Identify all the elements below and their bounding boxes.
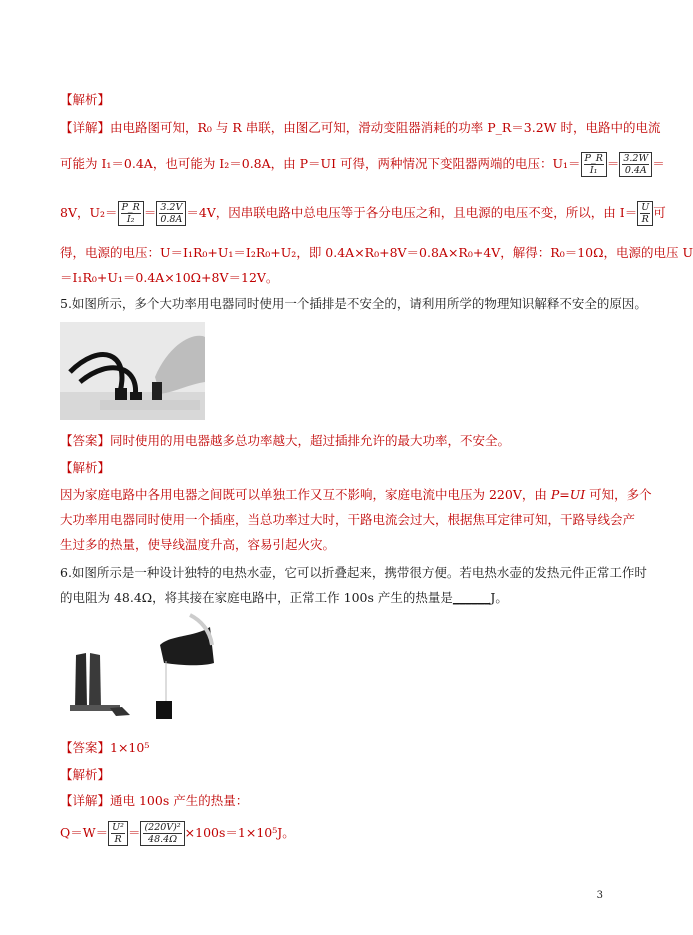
q4-detail-line-3 bbox=[60, 196, 666, 230]
q6-question-line-1: 6.如图所示是一种设计独特的电热水壶，它可以折叠起来，携带很方便。若电热水壶的发热元件正常工作时 bbox=[60, 565, 647, 580]
q4-detail-line-1: 【详解】由电路图可知，R₀ 与 R 串联，由图乙可知，滑动变阻器消耗的功率 P_R＝3.2W 时，电路中的电流 bbox=[60, 120, 661, 135]
q5-explanation-line-1 bbox=[60, 487, 652, 503]
page-number: 3 bbox=[596, 890, 603, 901]
q5-question: 5.如图所示，多个大功率用电器同时使用一个插排是不安全的，请利用所学的物理知识解释不安全的原因。 bbox=[60, 296, 647, 311]
q4-frac1-denominator: I₁ bbox=[589, 164, 598, 176]
q4-fraction-pr-i2 bbox=[118, 201, 144, 226]
q6-question-text-a: 的电阻为 48.4Ω，将其接在家庭电路中，正常工作 100s 产生的热量是 bbox=[60, 590, 453, 605]
q4-frac3-denominator: I₂ bbox=[126, 213, 135, 225]
q6-formula-start: Q＝W＝ bbox=[60, 825, 109, 840]
q6-fraction-220v-48ohm bbox=[140, 821, 184, 846]
q5-expl1-text-a: 因为家庭电路中各用电器之间既可以单独工作又互不影响，家庭电流中电压为 220V，由 bbox=[60, 487, 551, 502]
q4-equals-1: ＝ bbox=[606, 156, 620, 171]
q4-line3-mid: ＝4V，因串联电路中总电压等于各分电压之和，且电源的电压不变，所以，由 I＝ bbox=[186, 205, 638, 220]
q4-fraction-32w-04a bbox=[619, 152, 652, 177]
q4-analysis-label: 【解析】 bbox=[60, 92, 111, 107]
q6-answer-blank: ______ bbox=[452, 590, 491, 605]
q4-frac3-numerator: P_R bbox=[121, 201, 140, 213]
q6-analysis-label: 【解析】 bbox=[60, 767, 111, 782]
q4-equals-3: ＝ bbox=[143, 205, 157, 220]
q4-line3-end: 可 bbox=[653, 205, 666, 220]
q5-answer: 【答案】同时使用的用电器越多总功率越大，超过插排允许的最大功率，不安全。 bbox=[60, 433, 511, 448]
q4-fraction-32v-08a bbox=[156, 201, 186, 226]
q4-frac4-denominator: 0.8A bbox=[160, 213, 183, 225]
q5-expl1-text-b: 可知，多个 bbox=[585, 487, 652, 502]
q6-question-text-b: J。 bbox=[490, 590, 508, 605]
q6-formula-line bbox=[60, 815, 295, 851]
q4-fraction-pr-i1 bbox=[581, 152, 607, 177]
q4-detail-line-4: 得，电源的电压：U＝I₁R₀+U₁＝I₂R₀+U₂，即 0.4A×R₀+8V＝0.8A×R₀+4V，解得：R₀＝10Ω，电源的电压 U bbox=[60, 245, 693, 260]
q6-frac1-numerator: U² bbox=[112, 821, 124, 833]
q6-answer: 【答案】1×10⁵ bbox=[60, 740, 150, 755]
q4-frac2-denominator: 0.4A bbox=[624, 164, 647, 176]
q6-kettle-photo bbox=[60, 615, 218, 721]
q4-line3-start: 8V，U₂＝ bbox=[60, 205, 118, 220]
q4-frac5-numerator: U bbox=[641, 201, 650, 213]
q6-question-line-2 bbox=[60, 590, 508, 606]
q5-photo-drawing bbox=[60, 322, 205, 420]
q4-fraction-u-r bbox=[637, 201, 653, 226]
q6-detail: 【详解】通电 100s 产生的热量： bbox=[60, 793, 249, 808]
q6-frac1-denominator: R bbox=[114, 833, 122, 845]
q6-photo-drawing bbox=[60, 615, 218, 721]
q4-line2-text: 可能为 I₁＝0.4A，也可能为 I₂＝0.8A，由 P＝UI 可得，两种情况下变阻器两端的电压：U₁＝ bbox=[60, 156, 581, 171]
q4-detail-line-2 bbox=[60, 147, 665, 181]
q5-expl1-formula: P=UI bbox=[550, 487, 586, 502]
q4-frac4-numerator: 3.2V bbox=[160, 201, 183, 213]
q4-frac1-numerator: P_R bbox=[584, 152, 603, 164]
q6-fraction-u2-r bbox=[108, 821, 128, 846]
q6-equals: ＝ bbox=[127, 825, 141, 840]
q4-equals-2: ＝ bbox=[652, 156, 665, 171]
q5-analysis-label: 【解析】 bbox=[60, 460, 111, 475]
q5-explanation-line-3: 生过多的热量，使导线温度升高，容易引起火灾。 bbox=[60, 537, 336, 552]
q4-frac5-denominator: R bbox=[641, 213, 649, 225]
q5-explanation-line-2: 大功率用电器同时使用一个插座，当总功率过大时，干路电流会过大，根据焦耳定律可知，干路导线会产 bbox=[60, 512, 636, 527]
q4-frac2-numerator: 3.2W bbox=[623, 152, 649, 164]
q6-frac2-denominator: 48.4Ω bbox=[148, 833, 178, 845]
q6-frac2-numerator: (220V)² bbox=[144, 821, 181, 833]
q5-power-strip-photo bbox=[60, 322, 205, 420]
q6-formula-end: ×100s＝1×10⁵J。 bbox=[184, 825, 295, 840]
q4-detail-line-5: ＝I₁R₀+U₁＝0.4A×10Ω+8V＝12V。 bbox=[60, 270, 279, 285]
